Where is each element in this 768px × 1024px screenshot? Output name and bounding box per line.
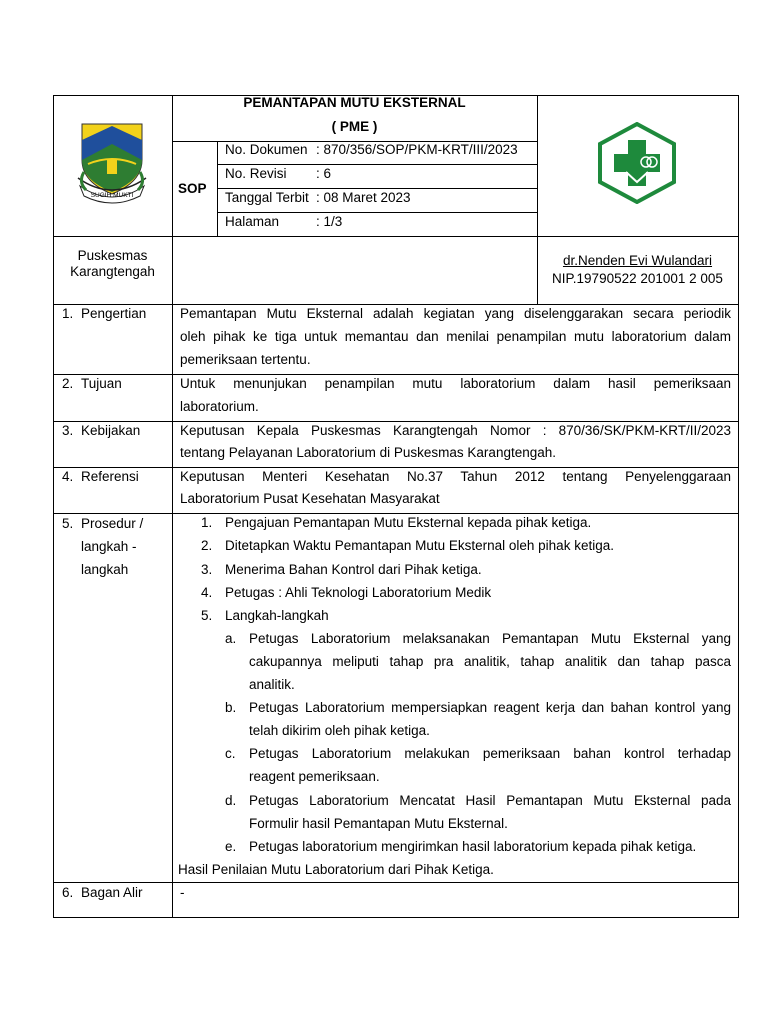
step-number-5: 5. bbox=[201, 608, 213, 623]
document-subtitle: ( PME ) bbox=[331, 119, 378, 134]
issue-date-value: : 08 Maret 2023 bbox=[316, 190, 411, 205]
section-number-3: 3. bbox=[62, 423, 74, 438]
regency-crest-logo bbox=[74, 120, 150, 208]
substep-b-line-1: Petugas Laboratorium mempersiapkan reagent kerja dan bahan kontrol yang bbox=[249, 700, 731, 715]
revision-label: No. Revisi bbox=[225, 166, 287, 181]
step-text-3: Menerima Bahan Kontrol dari Pihak ketiga. bbox=[225, 562, 482, 577]
step-text-5: Langkah-langkah bbox=[225, 608, 329, 623]
institution-name-line1: Puskesmas bbox=[77, 248, 148, 263]
crest-motto: SUGIH MUKTI bbox=[90, 192, 134, 199]
page-value: : 1/3 bbox=[316, 214, 343, 229]
pengertian-line-2: oleh pihak ke tiga untuk memantau dan menilai penampilan mutu laboratorium dalam bbox=[180, 329, 731, 344]
substep-d-line-1: Petugas Laboratorium Mencatat Hasil Pemantapan Mutu Eksternal pada bbox=[249, 793, 731, 808]
sop-label: SOP bbox=[178, 181, 207, 196]
section-label-pengertian: Pengertian bbox=[81, 306, 147, 321]
section-number-5: 5. bbox=[62, 516, 74, 531]
step-text-1: Pengajuan Pemantapan Mutu Eksternal kepada pihak ketiga. bbox=[225, 515, 592, 530]
puskesmas-logo bbox=[596, 122, 678, 204]
substep-c-line-2: reagent pemeriksaan. bbox=[249, 769, 380, 784]
step-number-2: 2. bbox=[201, 538, 213, 553]
substep-e-line-1: Petugas laboratorium mengirimkan hasil laboratorium kepada pihak ketiga. bbox=[249, 839, 697, 854]
step-number-3: 3. bbox=[201, 562, 213, 577]
substep-a-line-3: analitik. bbox=[249, 677, 295, 692]
kebijakan-line-2: tentang Pelayanan Laboratorium di Puskesmas Karangtengah. bbox=[180, 445, 556, 460]
section-number-6: 6. bbox=[62, 885, 74, 900]
substep-letter-e: e. bbox=[225, 839, 237, 854]
substep-letter-d: d. bbox=[225, 793, 237, 808]
signer-nip: NIP.19790522 201001 2 005 bbox=[552, 271, 723, 286]
step-number-4: 4. bbox=[201, 585, 213, 600]
tujuan-line-1: Untuk menunjukan penampilan mutu laboratorium dalam hasil pemeriksaan bbox=[180, 376, 731, 391]
prosedur-closing: Hasil Penilaian Mutu Laboratorium dari Pihak Ketiga. bbox=[178, 862, 494, 877]
referensi-line-2: Laboratorium Pusat Kesehatan Masyarakat bbox=[180, 491, 440, 506]
doc-number-label: No. Dokumen bbox=[225, 142, 308, 157]
bagan-alir-value: - bbox=[180, 885, 185, 900]
section-label-kebijakan: Kebijakan bbox=[81, 423, 141, 438]
step-number-1: 1. bbox=[201, 515, 213, 530]
substep-d-line-2: Formulir hasil Pemantapan Mutu Eksternal. bbox=[249, 816, 508, 831]
step-text-4: Petugas : Ahli Teknologi Laboratorium Medik bbox=[225, 585, 492, 600]
substep-b-line-2: telah dikirim oleh pihak ketiga. bbox=[249, 723, 430, 738]
revision-value: : 6 bbox=[316, 166, 332, 181]
document-title: PEMANTAPAN MUTU EKSTERNAL bbox=[243, 95, 466, 110]
issue-date-label: Tanggal Terbit bbox=[225, 190, 309, 205]
section-label-referensi: Referensi bbox=[81, 469, 139, 484]
section-label-prosedur-3: langkah bbox=[81, 562, 129, 577]
section-label-tujuan: Tujuan bbox=[81, 376, 122, 391]
substep-letter-b: b. bbox=[225, 700, 237, 715]
section-label-bagan-alir: Bagan Alir bbox=[81, 885, 143, 900]
page-label: Halaman bbox=[225, 214, 280, 229]
section-label-prosedur-2: langkah - bbox=[81, 539, 137, 554]
section-number-4: 4. bbox=[62, 469, 74, 484]
section-number-1: 1. bbox=[62, 306, 74, 321]
section-label-prosedur-1: Prosedur / bbox=[81, 516, 144, 531]
kebijakan-line-1: Keputusan Kepala Puskesmas Karangtengah Nomor : 870/36/SK/PKM-KRT/II/2023 bbox=[180, 423, 731, 438]
pengertian-line-1: Pemantapan Mutu Eksternal adalah kegiatan yang diselenggarakan secara periodik bbox=[180, 306, 731, 321]
pengertian-line-3: pemeriksaan tertentu. bbox=[180, 352, 311, 367]
section-number-2: 2. bbox=[62, 376, 74, 391]
institution-name-line2: Karangtengah bbox=[70, 264, 155, 279]
substep-a-line-1: Petugas Laboratorium melaksanakan Pemantapan Mutu Eksternal yang bbox=[249, 631, 731, 646]
tujuan-line-2: laboratorium. bbox=[180, 399, 259, 414]
signer-name: dr.Nenden Evi Wulandari bbox=[562, 253, 713, 268]
substep-c-line-1: Petugas Laboratorium melakukan pemeriksaan bahan kontrol terhadap bbox=[249, 746, 731, 761]
substep-letter-c: c. bbox=[225, 746, 236, 761]
doc-number-value: : 870/356/SOP/PKM-KRT/III/2023 bbox=[316, 142, 518, 157]
step-text-2: Ditetapkan Waktu Pemantapan Mutu Eksternal oleh pihak ketiga. bbox=[225, 538, 614, 553]
referensi-line-1: Keputusan Menteri Kesehatan No.37 Tahun 2012 tentang Penyelenggaraan bbox=[180, 469, 731, 484]
substep-letter-a: a. bbox=[225, 631, 237, 646]
substep-a-line-2: cakupannya meliputi tahap pra analitik, tahap analitik dan tahap pasca bbox=[249, 654, 731, 669]
